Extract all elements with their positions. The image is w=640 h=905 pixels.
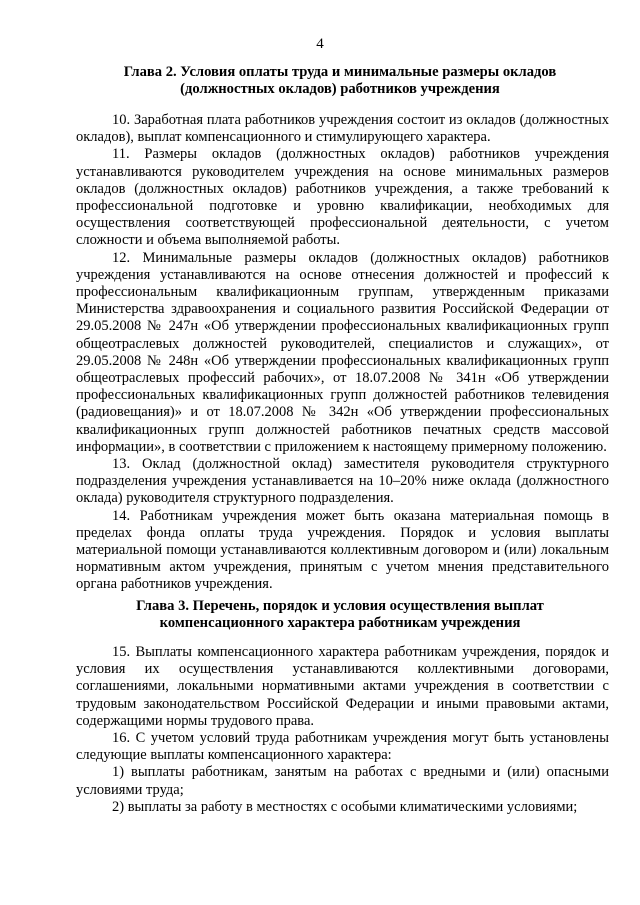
- chapter-3-heading: [60, 598, 620, 632]
- paragraph-14: 14. Работникам учреждения может быть оказана материальная помощь в пределах фонда оплаты труда учреждения. Порядок и условия выплаты материальной помощи устанавливаются коллективным договором и (или) локальным нормативным актом учреждения, принятым с учетом мнения представительного органа работников учреждения.: [76, 507, 609, 593]
- chapter-3-body: [76, 644, 609, 816]
- paragraph-16-item-1: 1) выплаты работникам, занятым на работах с вредными и (или) опасными условиями труда;: [76, 764, 609, 798]
- paragraph-15: 15. Выплаты компенсационного характера работникам учреждения, порядок и условия их осуществления устанавливаются коллективными договорами, соглашениями, локальными нормативными актами учреждения в соответствии с трудовым законодательством Российской Федерации и иными правовыми актами, содержащими нормы трудового права.: [76, 644, 609, 729]
- chapter-2-title-line-1: Глава 2. Условия оплаты труда и минимальные размеры окладов: [123, 64, 557, 80]
- chapter-3-title-line-1: Глава 3. Перечень, порядок и условия осуществления выплат: [136, 598, 544, 614]
- paragraph-10: 10. Заработная плата работников учреждения состоит из окладов (должностных окладов), выплат компенсационного и стимулирующего характера.: [76, 112, 609, 146]
- paragraph-16-item-2: 2) выплаты за работу в местностях с особыми климатическими условиями;: [112, 798, 578, 815]
- chapter-3-title-line-2: компенсационного характера работникам учреждения: [159, 615, 521, 632]
- paragraph-11: 11. Размеры окладов (должностных окладов) работников учреждения устанавливаются руководителем учреждения на основе минимальных размеров окладов (должностных окладов) работников учреждения, а также требований к профессиональной подготовке и уровню квалификации, необходимых для осуществления соответствующей профессиональной деятельности, с учетом сложности и объема выполняемой работы.: [76, 146, 609, 249]
- paragraph-12: 12. Минимальные размеры окладов (должностных окладов) работников учреждения устанавливаются на основе отнесения должностей и профессий к профессиональным квалификационным группам, утвержденным приказами Министерства здравоохранения и социального развития Российской Федерации от 29.05.2008 № 247н «Об утверждении профессиональных квалификационных групп общеотраслевых должностей руководителей, специалистов и служащих», от 29.05.2008 № 248н «Об утверждении профессиональных квалификационных групп общеотраслевых профессий рабочих», от 18.07.2008 № 341н «Об утверждении профессиональных квалификационных групп должностей работников телевидения (радиовещания)» и от 18.07.2008 № 342н «Об утверждении профессиональных квалификационных групп должностей работников печатных средств массовой информации», в соответствии с приложением к настоящему примерному положению.: [76, 249, 609, 455]
- chapter-2-body: [76, 112, 609, 594]
- paragraph-13: 13. Оклад (должностной оклад) заместителя руководителя структурного подразделения учреждения устанавливается на 10–20% ниже оклада (должностного оклада) руководителя структурного подразделения.: [76, 456, 609, 507]
- page-number: 4: [316, 36, 324, 52]
- paragraph-16: 16. С учетом условий труда работникам учреждения могут быть установлены следующие выплаты компенсационного характера:: [76, 730, 609, 764]
- chapter-2-title-line-2: (должностных окладов) работников учреждения: [180, 81, 500, 98]
- chapter-2-heading: [60, 64, 620, 98]
